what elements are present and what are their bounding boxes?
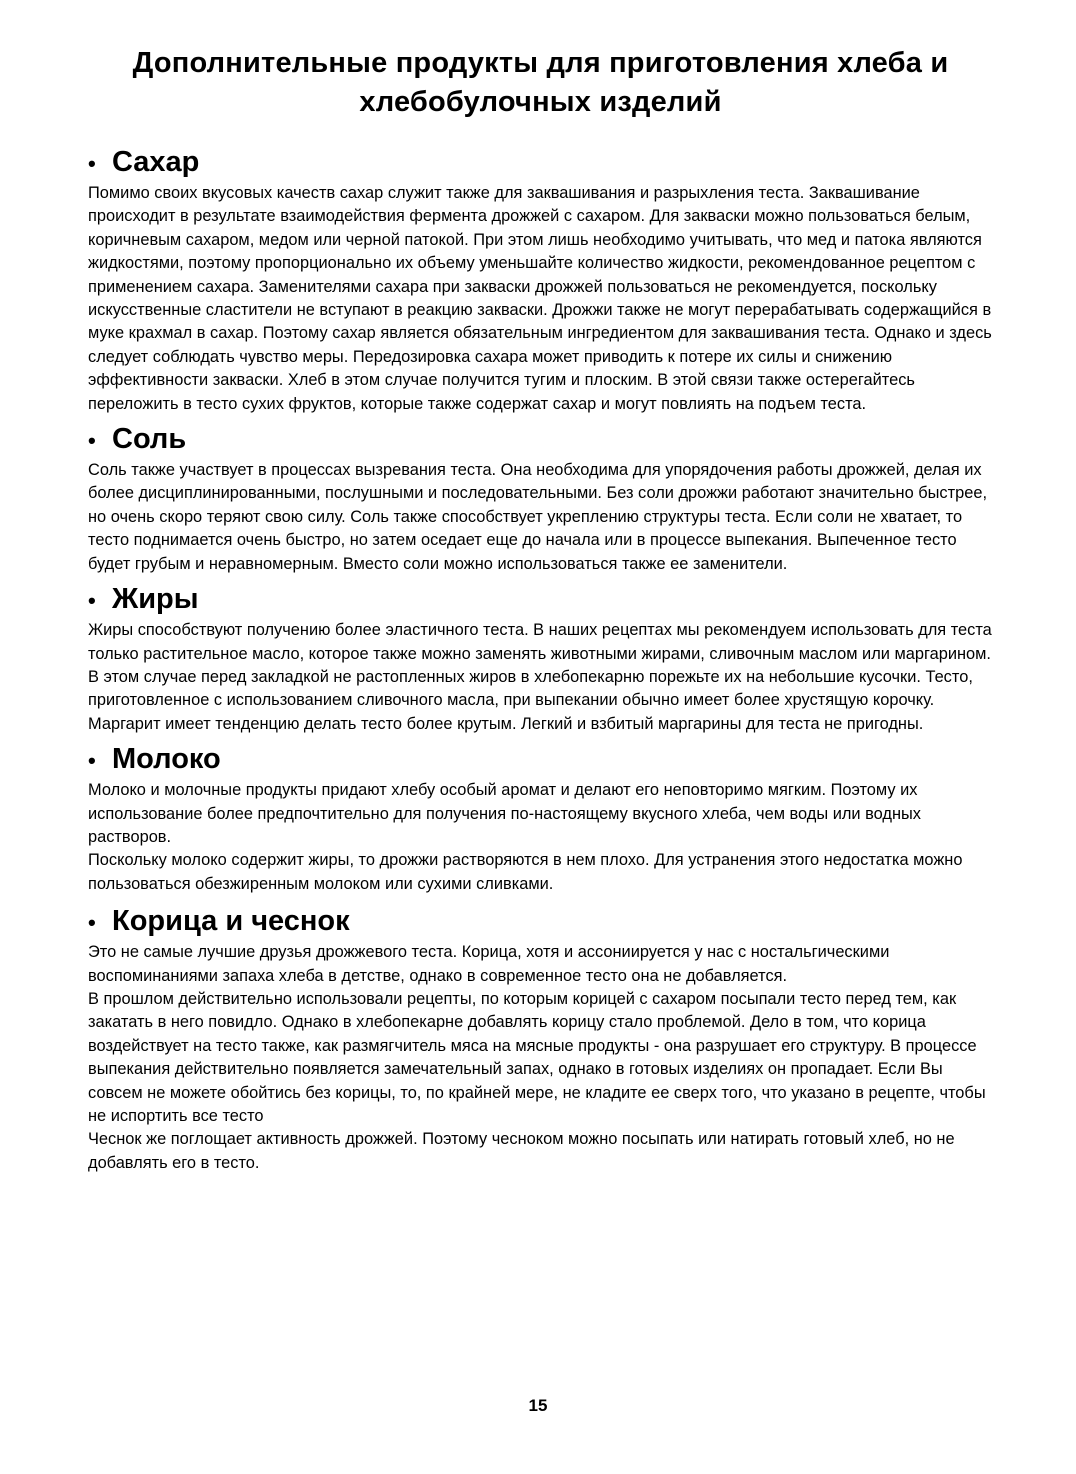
page-number: 15 — [528, 1396, 548, 1415]
section-sugar — [88, 144, 993, 416]
section-heading-text: Сахар — [112, 146, 200, 178]
paragraph: Это не самые лучшие друзья дрожжевого теста. Корица, хотя и ассониируется у нас с ностальгическими воспоминаниями запаха хлеба в детстве, однако в современное тесто она не добавляется. — [88, 943, 890, 985]
section-milk — [88, 741, 993, 896]
section-fats — [88, 581, 993, 736]
section-heading-text: Молоко — [112, 743, 221, 776]
paragraph: Соль также участвует в процессах вызревания теста. Она необходима для упорядочения работы дрожжей, делая их более дисциплинированными, послушными и последовательными. Без соли дрожжи работают значительно быстрее, но очень скоро теряют свою силу. Соль также способствует укреплению структуры теста. Если соли не хватает, то тесто поднимается очень быстро, но затем оседает еще до начала или в процессе выпекания. Выпеченное тесто будет грубым и неравномерным. Вместо соли можно использоваться также ее заменители. — [88, 461, 988, 573]
page-title: Дополнительные продукты для приготовления хлеба и хлебобулочных изделий — [132, 47, 949, 118]
bullet-icon: • — [88, 748, 96, 774]
paragraph: Жиры способствуют получению более эластичного теста. В наших рецептах мы рекомендуем использовать для теста только растительное масло, которое также можно заменять животными жирами, сливочным маслом или маргарином. В этом случае перед закладкой не растопленных жиров в хлебопекарню порежьте их на небольшие кусочки. Тесто, приготовленное с использованием сливочного масла, при выпекании обычно имеет более хрустящую корочку. Маргарит имеет тенденцию делать тесто более крутым. Легкий и взбитый маргарины для теста не пригодны. — [88, 621, 992, 733]
paragraph: В прошлом действительно использовали рецепты, по которым корицей с сахаром посыпали тесто перед тем, как закатать в него повидло. Однако в хлебопекарне добавлять корицу стало проблемой. Дело в том, что корица воздействует на тесто также, как размягчитель мяса на мясные продукты - она разрушает его структуру. В процессе выпекания действительно появляется замечательный запах, однако в готовых изделиях он пропадает. Если Вы совсем не можете обойтись без корицы, то, по крайней мере, не кладите ее сверх того, что указано в рецепте, чтобы не испортить все тесто — [88, 989, 986, 1125]
bullet-icon: • — [88, 428, 96, 454]
paragraph: Поскольку молоко содержит жиры, то дрожжи растворяются в нем плохо. Для устранения этого недостатка можно пользоваться обезжиренным молоком или сухими сливками. — [88, 851, 963, 893]
section-heading-fats — [88, 581, 993, 619]
section-heading-cinnamon-garlic — [88, 903, 993, 941]
section-heading-salt — [88, 421, 993, 459]
section-cinnamon-garlic — [88, 903, 993, 1175]
section-salt — [88, 421, 993, 576]
section-heading-sugar — [88, 144, 993, 182]
section-heading-text: Соль — [112, 423, 187, 456]
document-page — [88, 44, 993, 1175]
paragraph: Молоко и молочные продукты придают хлебу особый аромат и делают его неповторимо мягким. Поэтому их использование более предпочтительно для получения по-настоящему вкусного хлеба, чем воды или водных растворов. — [88, 781, 921, 846]
bullet-icon: • — [88, 588, 96, 614]
paragraph: Чеснок же поглощает активность дрожжей. Поэтому чесноком можно посыпать или натирать готовый хлеб, но не добавлять его в тесто. — [88, 1130, 955, 1172]
bullet-icon: • — [88, 910, 96, 936]
bullet-icon: • — [88, 151, 96, 176]
paragraph: Помимо своих вкусовых качеств сахар служит также для заквашивания и разрыхления теста. Заквашивание происходит в результате взаимодействия фермента дрожжей с сахаром. Для закваски можно пользоваться белым, коричневым сахаром, медом или черной патокой. При этом лишь необходимо учитывать, что мед и патока являются жидкостями, поэтому пропорционально их объему уменьшайте количество жидкости, рекомендованное рецептом с применением сахара. Заменителями сахара при закваски дрожжей пользоваться не рекомендуется, поскольку искусственные сластители не вступают в реакцию закваски. Дрожжи также не могут перерабатывать содержащийся в муке крахмал в сахар. Поэтому сахар является обязательным ингредиентом для заквашивания теста. Однако и здесь следует соблюдать чувство меры. Передозировка сахара может приводить к потере их силы и снижению эффективности закваски. Хлеб в этом случае получится тугим и плоским. В этой связи также остерегайтесь переложить в тесто сухих фруктов, которые также содержат сахар и могут повлиять на подъем теста. — [88, 184, 992, 413]
section-heading-text: Жиры — [112, 583, 199, 616]
section-heading-milk — [88, 741, 993, 779]
section-heading-text: Корица и чеснок — [112, 905, 350, 938]
